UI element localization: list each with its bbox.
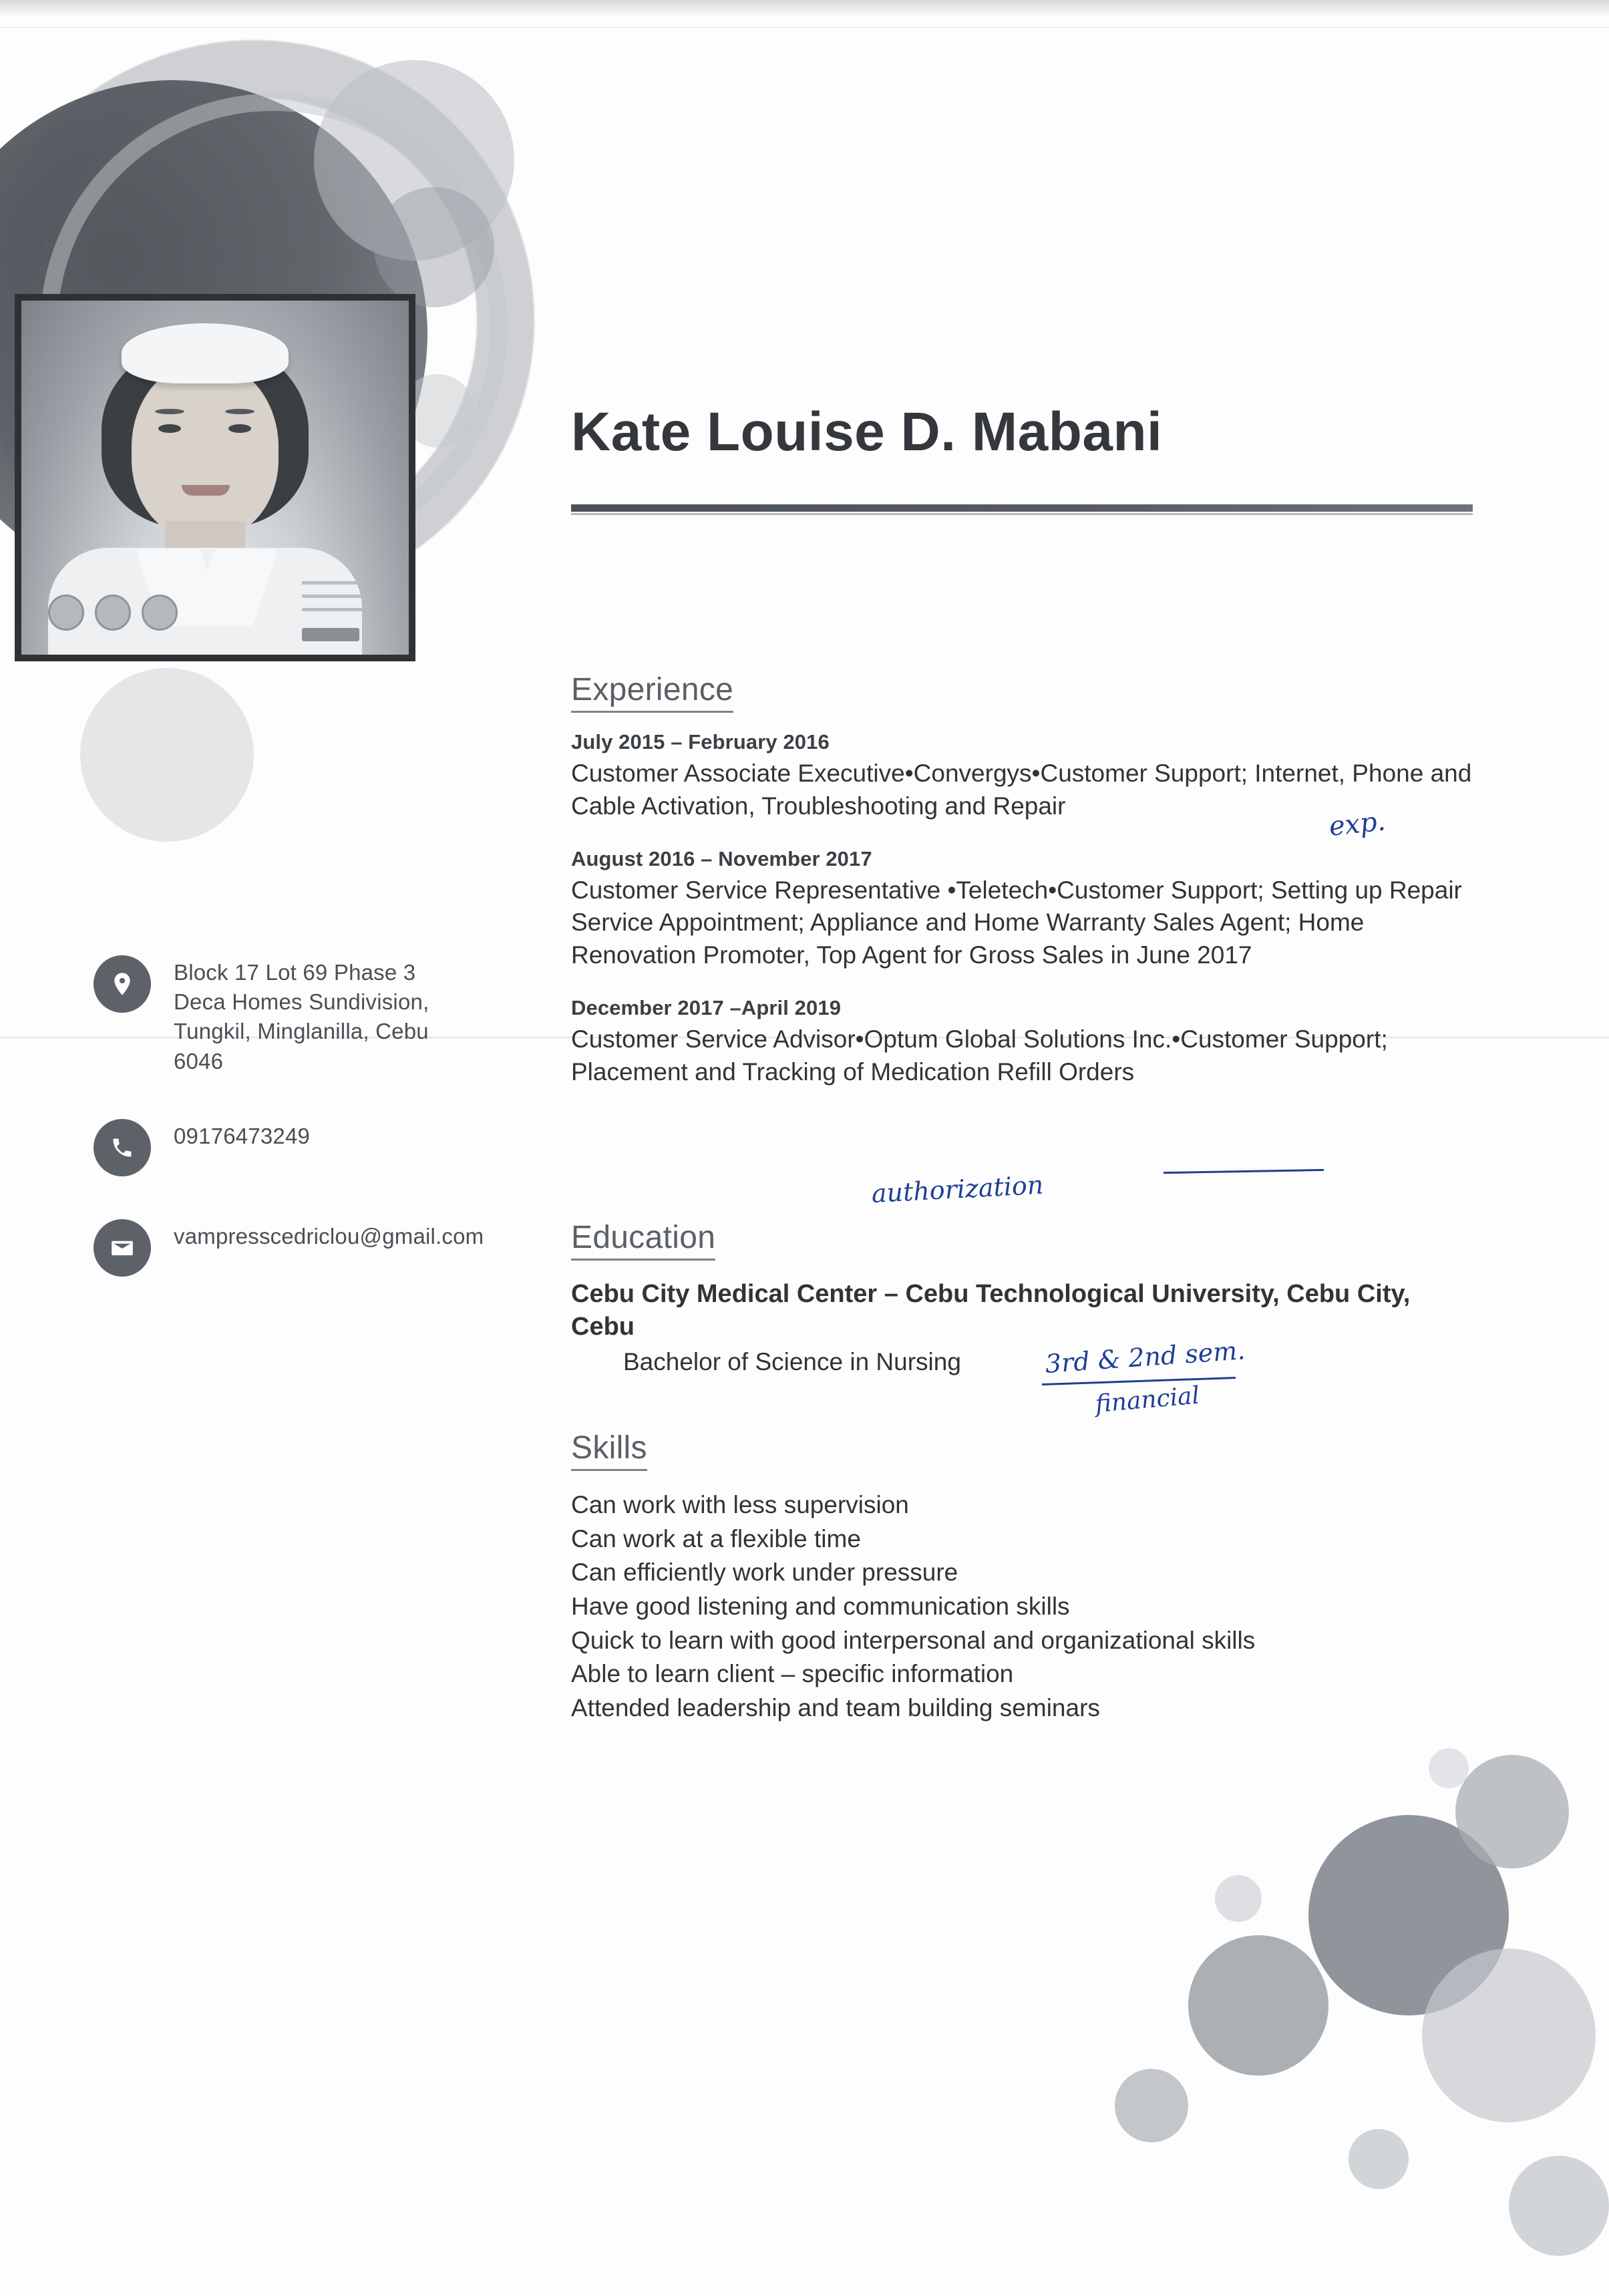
photo-seal-2 <box>95 595 131 631</box>
title-divider-thin <box>571 513 1473 515</box>
skill-item: Attended leadership and team building seminars <box>571 1694 1100 1722</box>
profile-photo-image <box>21 301 409 655</box>
skill-item: Quick to learn with good interpersonal and organizational skills <box>571 1626 1256 1654</box>
section-skills <box>571 1430 1473 1726</box>
decorative-circle-br-9 <box>1509 2156 1609 2256</box>
experience-date: December 2017 –April 2019 <box>571 996 842 1020</box>
profile-photo <box>15 294 415 661</box>
handwritten-underline-refill-orders <box>1164 1169 1324 1174</box>
section-title-education: Education <box>571 1219 715 1261</box>
handwritten-note-semester: 3rd & 2nd sem. <box>1044 1335 1246 1379</box>
photo-uniform-stripe-3 <box>302 608 362 611</box>
email-text: vampresscedriclou@gmail.com <box>174 1223 484 1249</box>
photo-mouth <box>182 485 230 496</box>
experience-item <box>571 996 1473 1089</box>
section-title-experience: Experience <box>571 671 733 713</box>
handwritten-note-financial: financial <box>1094 1381 1201 1418</box>
skill-item: Can work at a flexible time <box>571 1524 861 1552</box>
scan-edge-artifact <box>0 0 1609 17</box>
photo-eye-right <box>228 424 251 433</box>
skill-item: Can efficiently work under pressure <box>571 1559 958 1587</box>
skill-item: Can work with less supervision <box>571 1491 909 1518</box>
decorative-circle-br-6 <box>1349 2129 1409 2189</box>
experience-description: Customer Service Advisor•Optum Global Solutions Inc.•Customer Support; Placement and Tracking of Medication Refill Orders <box>571 1025 1388 1086</box>
skill-item: Have good listening and communication skills <box>571 1593 1070 1621</box>
photo-uniform-stripe-2 <box>302 595 362 598</box>
section-title-skills: Skills <box>571 1430 647 1471</box>
education-degree: Bachelor of Science in Nursing <box>623 1347 961 1375</box>
scan-fold-line-top <box>0 27 1609 28</box>
experience-description: Customer Service Representative •Teletech•Customer Support; Setting up Repair Service Appointment; Appliance and Home Warranty Sales Agent; Home Renovation Promoter, Top Agent for Gross Sales in June 2017 <box>571 876 1462 969</box>
experience-date: July 2015 – February 2016 <box>571 730 830 754</box>
experience-item <box>571 847 1473 972</box>
decorative-circle-br-2 <box>1188 1935 1328 2076</box>
photo-name-badge <box>302 628 359 641</box>
experience-description: Customer Associate Executive•Convergys•Customer Support; Internet, Phone and Cable Activation, Troubleshooting and Repair <box>571 760 1472 820</box>
decorative-circle-br-4 <box>1115 2069 1188 2142</box>
contact-block <box>94 955 484 1319</box>
contact-item-phone <box>94 1119 468 1176</box>
experience-date: August 2016 – November 2017 <box>571 846 872 870</box>
education-school: Cebu City Medical Center – Cebu Technological University, Cebu City, Cebu <box>571 1280 1411 1341</box>
handwritten-note-authorization: authorization <box>870 1170 1045 1208</box>
photo-nurse-cap <box>122 323 289 383</box>
location-pin-icon <box>94 955 151 1013</box>
section-education <box>571 1219 1473 1376</box>
phone-icon <box>94 1119 151 1176</box>
decorative-circle-br-3 <box>1455 1755 1569 1868</box>
section-experience <box>571 671 1473 1113</box>
email-icon <box>94 1219 151 1277</box>
skill-item: Able to learn client – specific information <box>571 1660 1014 1688</box>
handwritten-note-exp: exp. <box>1327 806 1387 842</box>
photo-seal-3 <box>142 595 178 631</box>
contact-item-address <box>94 955 468 1076</box>
decorative-circle-br-7 <box>1215 1875 1262 1922</box>
photo-brow-right <box>225 409 254 414</box>
decorative-circle-4 <box>80 668 254 842</box>
decorative-circle-br-8 <box>1429 1748 1469 1788</box>
decorative-circle-2 <box>374 187 494 307</box>
experience-item <box>571 730 1473 823</box>
photo-brow-left <box>155 409 184 414</box>
title-divider <box>571 504 1473 512</box>
address-text: Block 17 Lot 69 Phase 3 Deca Homes Sundivision, Tungkil, Minglanilla, Cebu 6046 <box>174 960 429 1074</box>
photo-seal-1 <box>48 595 84 631</box>
photo-face <box>132 362 279 539</box>
decorative-circle-br-5 <box>1422 1949 1596 2122</box>
handwritten-underline-semester <box>1042 1377 1236 1385</box>
page-title: Kate Louise D. Mabani <box>571 401 1163 462</box>
phone-text: 09176473249 <box>174 1123 311 1148</box>
photo-uniform-stripe-1 <box>302 581 362 585</box>
photo-eye-left <box>158 424 181 433</box>
contact-item-email <box>94 1219 484 1277</box>
